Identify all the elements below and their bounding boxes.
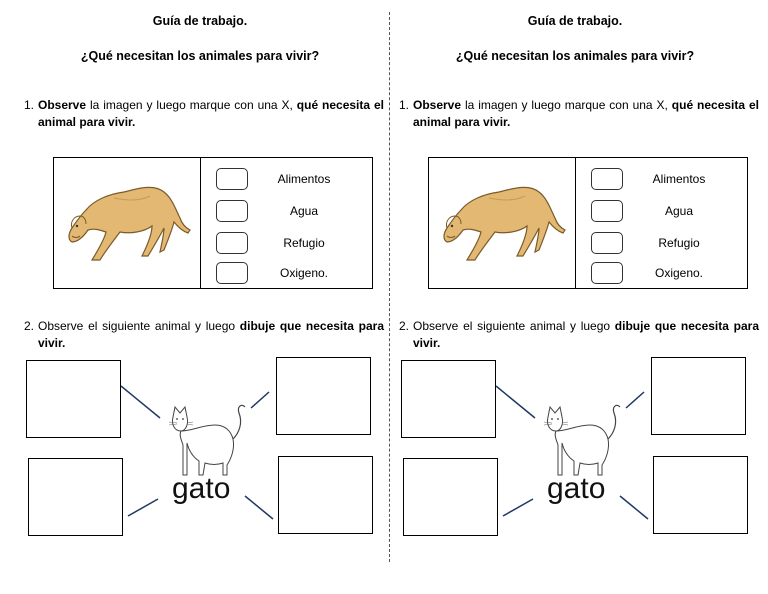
- instruction-bold: qué necesita el animal para vivir.: [413, 98, 759, 129]
- option-label: Refugio: [658, 236, 700, 250]
- instruction-text: la imagen y luego marque con una X,: [86, 98, 297, 112]
- worksheet-right: [375, 0, 759, 594]
- option-label: Agua: [289, 204, 319, 218]
- cat-icon: [542, 395, 624, 477]
- instruction-number: 1.: [24, 98, 35, 112]
- instruction-number: 2.: [399, 319, 410, 333]
- instruction-text: Observe el siguiente animal y luego: [38, 319, 240, 333]
- instruction-bold: dibuje que necesita para vivir.: [38, 319, 384, 350]
- instruction-number: 1.: [399, 98, 410, 112]
- animal-word: gato: [547, 472, 606, 505]
- instruction-number: 2.: [24, 319, 35, 333]
- animal-word: gato: [172, 472, 231, 505]
- option-label: Oxigeno.: [279, 266, 329, 280]
- worksheet-title: Guía de trabajo.: [152, 14, 248, 28]
- option-label: Refugio: [283, 236, 325, 250]
- instruction-text: Observe el siguiente animal y luego: [413, 319, 615, 333]
- instruction-bold: Observe: [38, 98, 87, 112]
- option-label: Alimentos: [277, 172, 331, 186]
- option-label: Alimentos: [652, 172, 706, 186]
- option-label: Oxigeno.: [654, 266, 704, 280]
- instruction-bold: dibuje que necesita para vivir.: [413, 319, 759, 350]
- cat-icon: [167, 395, 249, 477]
- option-label: Agua: [664, 204, 694, 218]
- worksheet-question: ¿Qué necesitan los animales para vivir?: [455, 49, 695, 63]
- instruction-bold: Observe: [413, 98, 462, 112]
- instruction-bold: qué necesita el animal para vivir.: [38, 98, 384, 129]
- worksheet-question: ¿Qué necesitan los animales para vivir?: [80, 49, 320, 63]
- instruction-text: la imagen y luego marque con una X,: [461, 98, 672, 112]
- worksheet-title: Guía de trabajo.: [527, 14, 623, 28]
